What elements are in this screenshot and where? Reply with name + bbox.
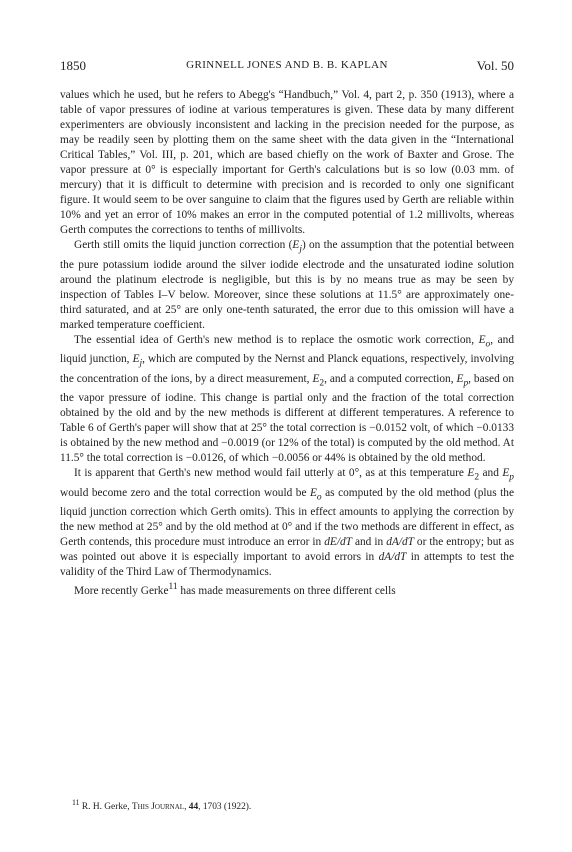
paragraph-3: The essential idea of Gerth's new method is to replace the osmotic work correction, $E_o$, and liquid junction, $E_j$, which are computed by the Nernst and Planck equations, respectively, involving the concentration of the ions, by a direct measurement, $E_2$, and a computed correction, $E_p$, based on the vapor pressure of iodine. This change is partial only and the fraction of the total correction obtained by the old and by the new methods is different at different temperatures. A reference to Table 6 of Gerth's paper will show that at 25° the total correction is −0.0152 volt, of which −0.0133 is obtained by the new method and −0.0019 (or 12% of the total) is computed by the old method. At 11.5° the total correction is −0.0126, of which −0.0056 or 44% is obtained by the old method. xyxy=(60,334,515,465)
paragraph-2: Gerth still omits the liquid junction correction $(E_j)$ on the assumption that the potential between the pure potassium iodide around the silver iodide electrode and the unsaturated iodine solution around the platinum electrode is negligible, but this is by no means true as may be seen by inspection of Tables I–V below. Moreover, since these solutions at 11.5° are approximately one-third saturated, and at 25° are only one-tenth saturated, the error due to this omission will have a marked temperature coefficient. xyxy=(60,239,514,331)
paragraph-1: values which he used, but he refers to Abegg's “Handbuch,” Vol. 4, part 2, p. 350 (1913), where a table of vapor pressures of iodine at various temperatures is given. These data by many different experimenters are obviously inconsistent and lacking in the precision needed for the purpose, as may be readily seen by plotting them on the same sheet with the data given in the “International Critical Tables,” Vol. III, p. 201, which are based chiefly on the work of Baxter and Grose. The vapor pressure at 0° is especially important for Gerth's calculations but is so low (0.03 mm. of mercury) that it is difficult to determine with precision and is recorded to only one significant figure. It would seem to be over sanguine to claim that the figures used by Gerth are reliable within 10% and yet an error of 10% makes an error in the computed potential of 1.2 millivolts, whereas Gerth computes the corrections to tenths of millivolts. xyxy=(60,89,514,237)
paragraph-5: More recently Gerke$^{11}$ has made measurements on three different cells xyxy=(74,582,396,597)
volume-label: Vol. 50 xyxy=(476,58,514,73)
footnote-rest: , 1703 (1922). xyxy=(198,802,252,813)
footnote-volume: 44 xyxy=(188,802,199,813)
footnote-journal: This Journal xyxy=(131,802,185,813)
page-header xyxy=(60,58,514,76)
page-number: 1850 xyxy=(60,58,86,73)
footnote-author: R. H. Gerke, xyxy=(81,802,132,813)
paragraph-4: It is apparent that Gerth's new method would fail utterly at 0°, as at this temperature $E_2$ and $E_p$ would become zero and the total correction would be $E_o$ as computed by the old method (plus the liquid junction correction which Gerth omits). This in effect amounts to applying the correction by the new method at 25° and by the old method at 0° and if the two methods are different in effect, as Gerth contends, this procedure must introduce an error in dE/dT and in dA/dT or the entropy; but as was pointed out above it is especially important to avoid errors in dA/dT in attempts to test the validity of the Third Law of Thermodynamics. xyxy=(60,467,515,578)
body-text xyxy=(60,88,514,599)
running-head: GRINNELL JONES AND B. B. KAPLAN xyxy=(186,59,388,71)
footnote: $^{11}$ R. H. Gerke, This Journal, 44, 1703 (1922). xyxy=(72,798,252,813)
footnote-marker: 11 xyxy=(72,798,80,807)
